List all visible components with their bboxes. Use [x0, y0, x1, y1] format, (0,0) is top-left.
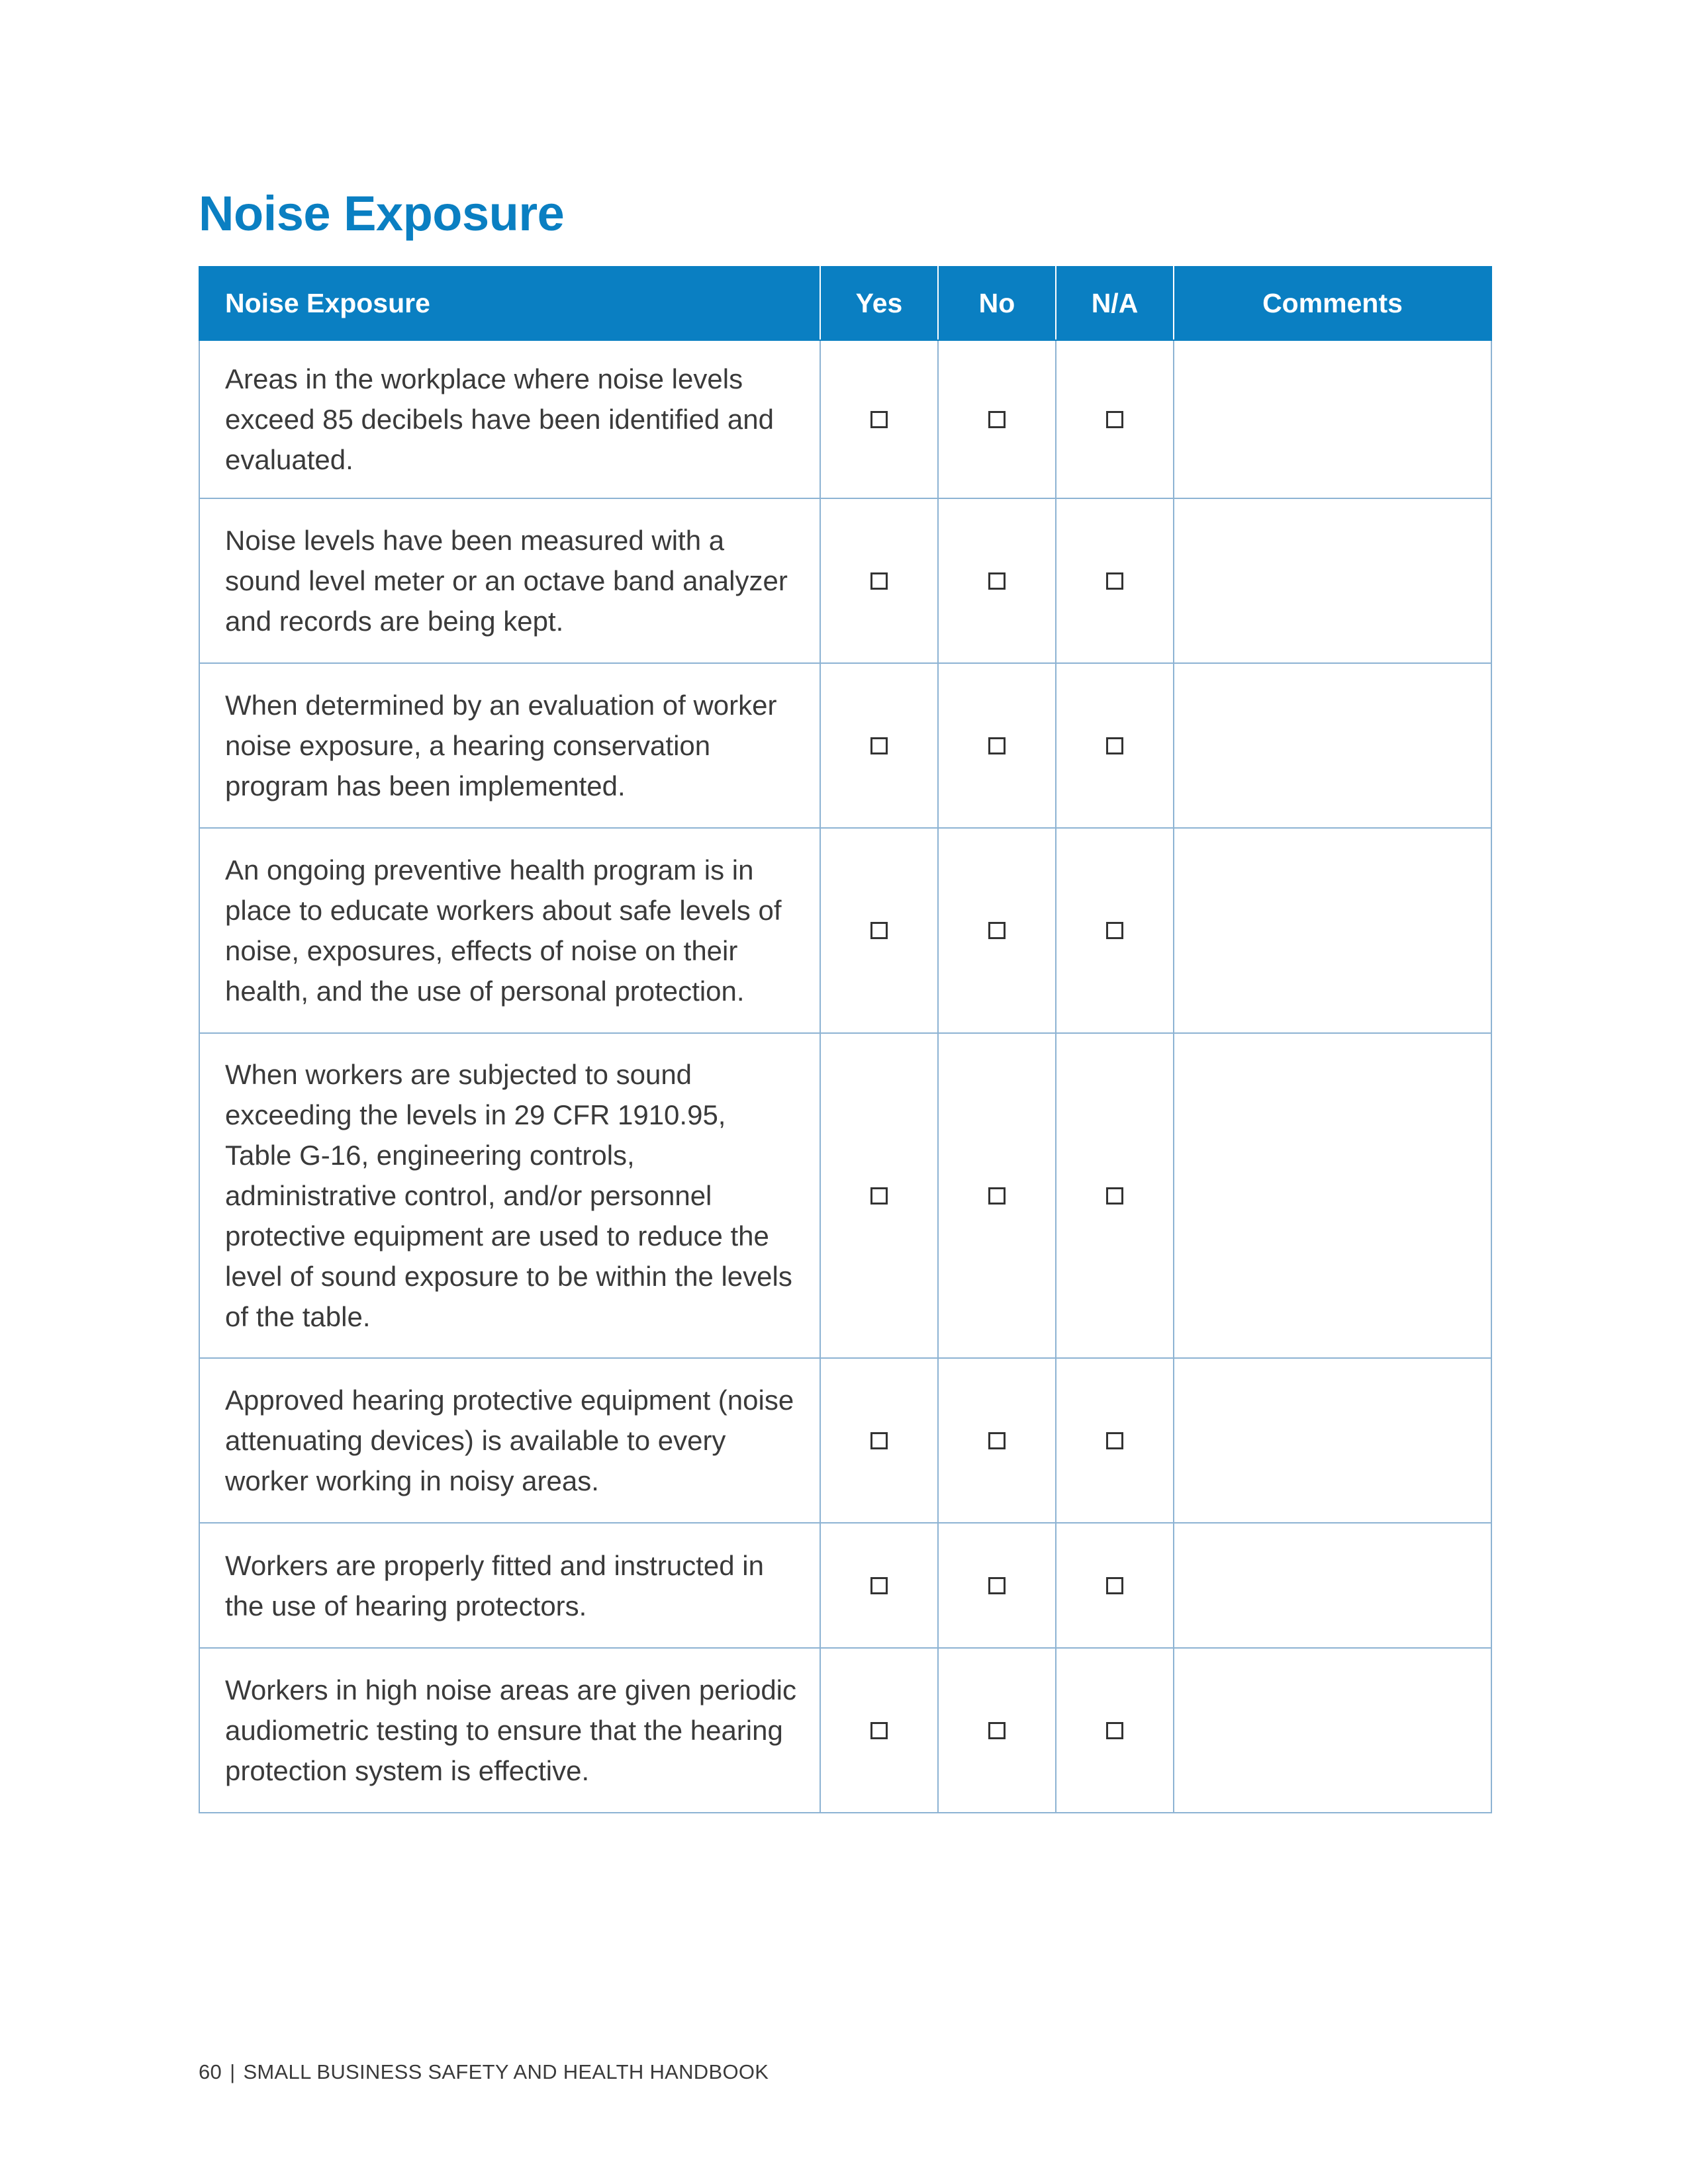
row-item-text: When determined by an evaluation of worker noise exposure, a hearing conservation program has been implemented. [199, 663, 820, 828]
footer-separator: | [230, 2060, 236, 2083]
na-cell [1056, 1358, 1174, 1523]
publication-title: SMALL BUSINESS SAFETY AND HEALTH HANDBOOK [243, 2060, 769, 2083]
yes-cell [820, 340, 938, 498]
no-checkbox-icon[interactable] [988, 922, 1006, 939]
yes-checkbox-icon[interactable] [870, 1577, 888, 1594]
no-cell [938, 340, 1056, 498]
comments-cell[interactable] [1174, 828, 1491, 1033]
yes-checkbox-icon[interactable] [870, 572, 888, 590]
table-row [199, 1523, 1491, 1648]
yes-cell [820, 1033, 938, 1358]
yes-cell [820, 1523, 938, 1648]
na-cell [1056, 828, 1174, 1033]
row-item-text: Noise levels have been measured with a sound level meter or an octave band analyzer and records are being kept. [199, 498, 820, 663]
yes-cell [820, 498, 938, 663]
no-cell [938, 1358, 1056, 1523]
no-checkbox-icon[interactable] [988, 1722, 1006, 1739]
page-footer [199, 2060, 769, 2084]
noise-exposure-checklist-table [199, 266, 1492, 1813]
page-title: Noise Exposure [199, 186, 565, 241]
comments-cell[interactable] [1174, 1648, 1491, 1813]
comments-cell[interactable] [1174, 498, 1491, 663]
na-cell [1056, 498, 1174, 663]
na-cell [1056, 663, 1174, 828]
na-checkbox-icon[interactable] [1106, 572, 1123, 590]
table-row [199, 828, 1491, 1033]
na-checkbox-icon[interactable] [1106, 1577, 1123, 1594]
no-cell [938, 498, 1056, 663]
na-checkbox-icon[interactable] [1106, 737, 1123, 754]
row-item-text: Areas in the workplace where noise levels exceed 85 decibels have been identified and evaluated. [199, 340, 820, 498]
no-cell [938, 1033, 1056, 1358]
no-cell [938, 1523, 1056, 1648]
no-checkbox-icon[interactable] [988, 737, 1006, 754]
na-checkbox-icon[interactable] [1106, 922, 1123, 939]
row-item-text: An ongoing preventive health program is in place to educate workers about safe levels of noise, exposures, effects of noise on their health, and the use of personal protection. [199, 828, 820, 1033]
yes-cell [820, 1648, 938, 1813]
yes-cell [820, 1358, 938, 1523]
no-cell [938, 828, 1056, 1033]
na-cell [1056, 1648, 1174, 1813]
no-checkbox-icon[interactable] [988, 572, 1006, 590]
no-cell [938, 1648, 1056, 1813]
yes-checkbox-icon[interactable] [870, 1187, 888, 1205]
yes-checkbox-icon[interactable] [870, 1432, 888, 1449]
comments-cell[interactable] [1174, 1033, 1491, 1358]
row-item-text: Approved hearing protective equipment (noise attenuating devices) is available to every worker working in noisy areas. [199, 1358, 820, 1523]
row-item-text: When workers are subjected to sound exceeding the levels in 29 CFR 1910.95, Table G-16, engineering controls, administrative control, and/or personnel protective equipment are used to reduce the level of sound exposure to be within the levels of the table. [199, 1033, 820, 1358]
table-header-row [199, 267, 1491, 340]
header-no: No [938, 267, 1056, 340]
row-item-text: Workers in high noise areas are given periodic audiometric testing to ensure that the hearing protection system is effective. [199, 1648, 820, 1813]
comments-cell[interactable] [1174, 1358, 1491, 1523]
no-checkbox-icon[interactable] [988, 1432, 1006, 1449]
no-checkbox-icon[interactable] [988, 1187, 1006, 1205]
table-row [199, 663, 1491, 828]
no-checkbox-icon[interactable] [988, 1577, 1006, 1594]
na-cell [1056, 340, 1174, 498]
yes-cell [820, 828, 938, 1033]
header-yes: Yes [820, 267, 938, 340]
yes-checkbox-icon[interactable] [870, 1722, 888, 1739]
no-checkbox-icon[interactable] [988, 411, 1006, 428]
comments-cell[interactable] [1174, 1523, 1491, 1648]
comments-cell[interactable] [1174, 340, 1491, 498]
na-cell [1056, 1523, 1174, 1648]
table-row [199, 340, 1491, 498]
na-checkbox-icon[interactable] [1106, 411, 1123, 428]
header-item: Noise Exposure [199, 267, 820, 340]
table-row [199, 1033, 1491, 1358]
page-number: 60 [199, 2060, 222, 2083]
table-row [199, 498, 1491, 663]
row-item-text: Workers are properly fitted and instructed in the use of hearing protectors. [199, 1523, 820, 1648]
yes-checkbox-icon[interactable] [870, 922, 888, 939]
na-checkbox-icon[interactable] [1106, 1432, 1123, 1449]
na-checkbox-icon[interactable] [1106, 1722, 1123, 1739]
table-row [199, 1648, 1491, 1813]
no-cell [938, 663, 1056, 828]
na-checkbox-icon[interactable] [1106, 1187, 1123, 1205]
header-comments: Comments [1174, 267, 1491, 340]
yes-checkbox-icon[interactable] [870, 411, 888, 428]
comments-cell[interactable] [1174, 663, 1491, 828]
na-cell [1056, 1033, 1174, 1358]
table-row [199, 1358, 1491, 1523]
yes-cell [820, 663, 938, 828]
yes-checkbox-icon[interactable] [870, 737, 888, 754]
header-na: N/A [1056, 267, 1174, 340]
